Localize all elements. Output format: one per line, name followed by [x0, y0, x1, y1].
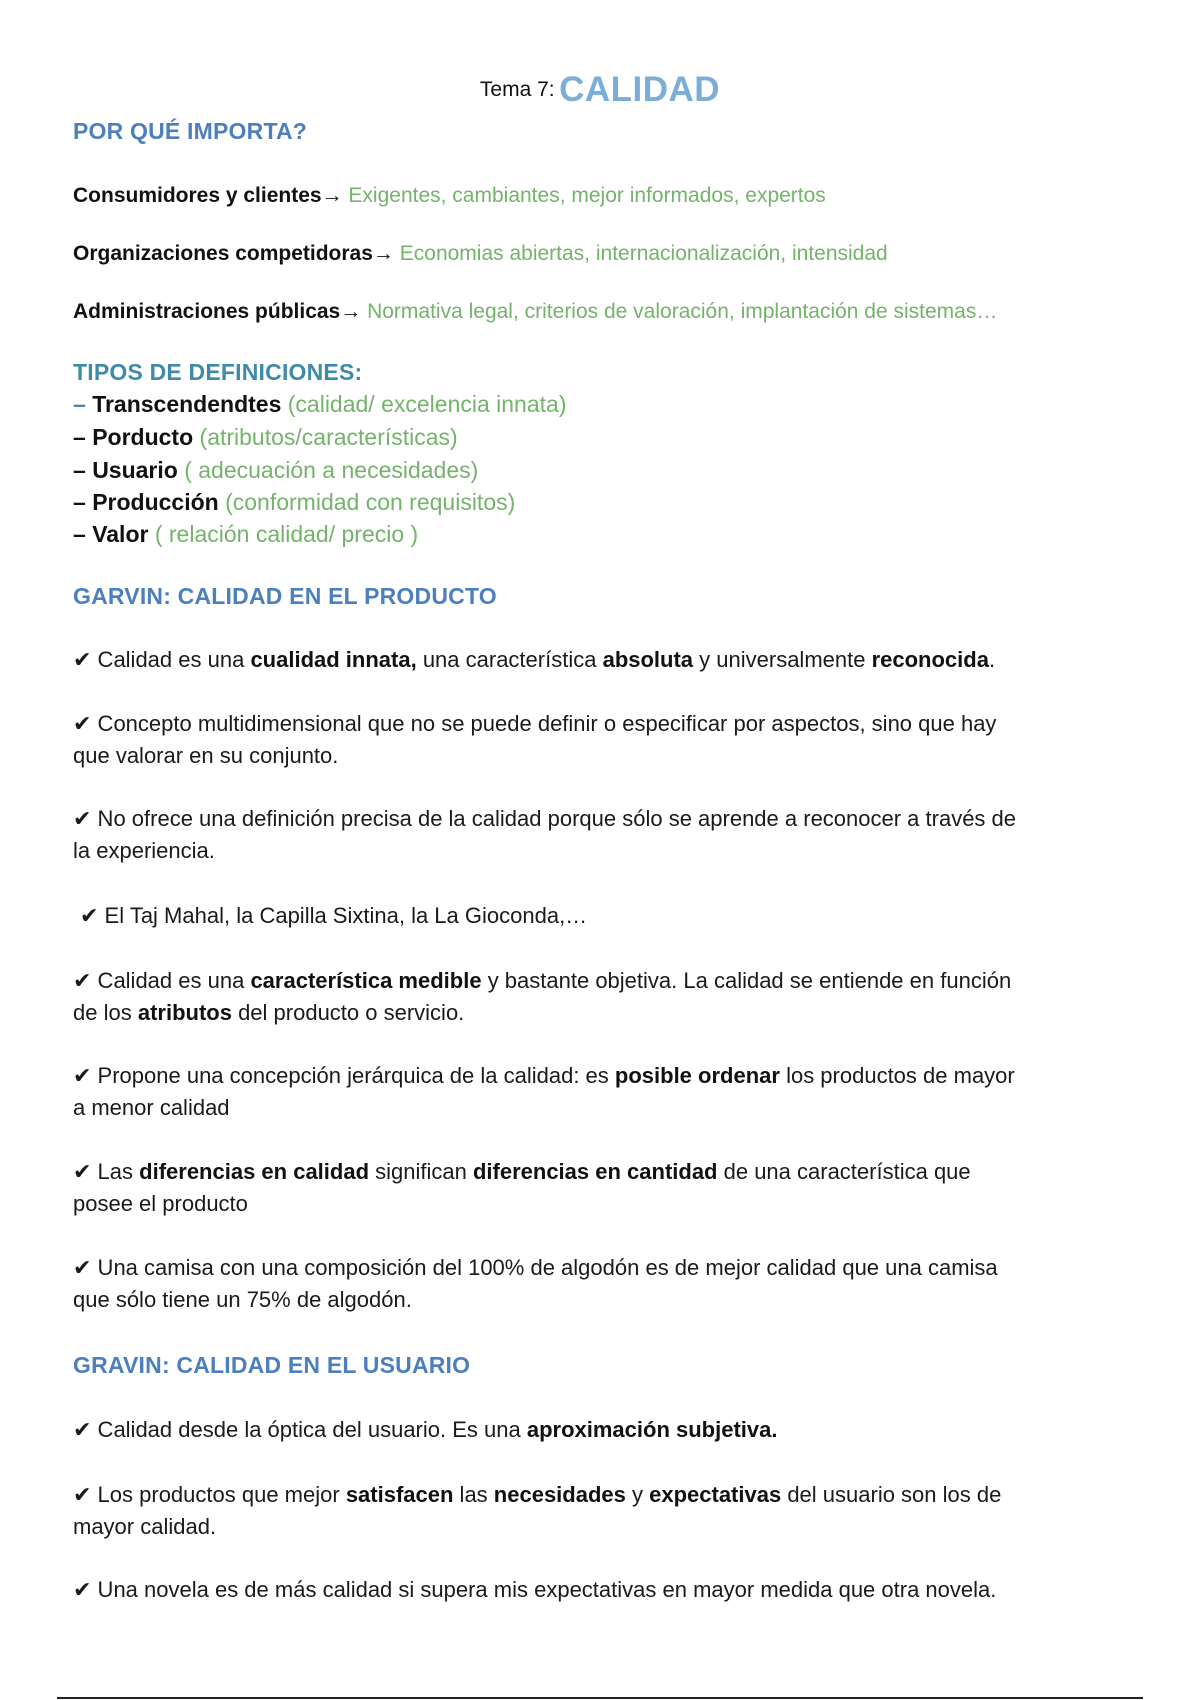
bold-text: atributos — [137, 1000, 232, 1025]
text: que valorar en su conjunto. — [73, 743, 339, 768]
definition-desc: (atributos/características) — [193, 424, 458, 450]
title-main: CALIDAD — [559, 70, 721, 109]
definition-term: Usuario — [92, 457, 178, 483]
reason-text: Economias abiertas, internacionalización, intensidad — [393, 242, 888, 265]
definition-desc: (conformidad con requisitos) — [218, 489, 516, 515]
text: y — [625, 1482, 650, 1507]
bullet-paragraph — [73, 1060, 1133, 1124]
text: Calidad es una — [91, 968, 251, 993]
text: Los productos que mejor — [91, 1482, 346, 1507]
bold-text: diferencias en cantidad — [472, 1159, 718, 1184]
text: a menor calidad — [73, 1095, 230, 1120]
text: Calidad desde la óptica del usuario. Es una — [91, 1417, 527, 1442]
check-icon: ✔ — [73, 1417, 92, 1442]
bold-text: cualidad innata, — [250, 647, 417, 672]
bold-text: absoluta — [602, 647, 694, 672]
dash: – — [73, 521, 93, 547]
bullet-paragraph — [73, 1479, 1133, 1543]
text: Calidad es una — [91, 647, 251, 672]
check-icon: ✔ — [73, 968, 92, 993]
definition-term: Producción — [92, 489, 219, 515]
text: Concepto multidimensional que no se puede definir o especificar por aspectos, sino que hay — [91, 711, 997, 736]
bold-text: posible ordenar — [614, 1063, 780, 1088]
reason-text: Exigentes, cambiantes, mejor informados, expertos — [342, 184, 826, 207]
dash: – — [73, 489, 93, 515]
check-icon: ✔ — [73, 647, 92, 672]
text: . — [988, 647, 996, 672]
reason-label: Administraciones públicas — [73, 300, 341, 323]
text: posee el producto — [73, 1191, 248, 1216]
bullet-paragraph — [73, 708, 1133, 772]
check-icon: ✔ — [73, 1577, 92, 1602]
check-icon: ✔ — [73, 1255, 92, 1280]
text: significan — [369, 1159, 473, 1184]
definition-item — [73, 486, 1133, 518]
check-icon: ✔ — [73, 1159, 92, 1184]
check-icon: ✔ — [80, 903, 99, 928]
text: Una camisa con una composición del 100% de algodón es de mejor calidad que una camisa — [91, 1255, 998, 1280]
definition-term: Valor — [92, 521, 149, 547]
text: mayor calidad. — [73, 1514, 217, 1539]
bold-text: aproximación subjetiva. — [526, 1417, 778, 1442]
text: una característica — [416, 647, 603, 672]
text: las — [453, 1482, 494, 1507]
reason-row — [73, 238, 1133, 270]
bold-text: necesidades — [493, 1482, 626, 1507]
check-icon: ✔ — [73, 1063, 92, 1088]
text: del usuario son los de — [781, 1482, 1002, 1507]
heading-tipos-definiciones: TIPOS DE DEFINICIONES: — [73, 359, 363, 385]
text: de una característica que — [717, 1159, 971, 1184]
definition-item — [73, 454, 1133, 486]
bold-text: expectativas — [649, 1482, 782, 1507]
bold-text: característica medible — [250, 968, 482, 993]
definition-term: Transcendendtes — [92, 391, 282, 417]
dash: – — [73, 457, 93, 483]
definition-term: Porducto — [92, 424, 194, 450]
reason-row — [73, 296, 1133, 328]
text: Propone una concepción jerárquica de la calidad: es — [91, 1063, 615, 1088]
title-prefix: Tema 7: — [479, 78, 555, 101]
dash: – — [73, 391, 93, 417]
right-arrow: → — [372, 242, 394, 265]
text: de los — [73, 1000, 138, 1025]
bold-text: satisfacen — [345, 1482, 454, 1507]
bold-text: diferencias en calidad — [139, 1159, 370, 1184]
bold-text: reconocida — [871, 647, 989, 672]
reason-label: Organizaciones competidoras — [73, 242, 373, 265]
text: Las — [91, 1159, 140, 1184]
footer-rule — [57, 1697, 1143, 1699]
document-title — [0, 70, 1200, 110]
text: que sólo tiene un 75% de algodón. — [73, 1287, 412, 1312]
dash: – — [73, 424, 93, 450]
bullet-paragraph — [73, 1156, 1133, 1220]
definition-desc: ( adecuación a necesidades) — [177, 457, 479, 483]
bullet-paragraph — [73, 803, 1133, 867]
heading-por-que-importa: POR QUÉ IMPORTA? — [73, 118, 308, 144]
definition-item — [73, 421, 1133, 453]
bullet-paragraph — [73, 1414, 1133, 1446]
text: No ofrece una definición precisa de la calidad porque sólo se aprende a reconocer a través de — [91, 806, 1017, 831]
definition-item — [73, 388, 1133, 420]
heading-garvin-producto: GARVIN: CALIDAD EN EL PRODUCTO — [73, 583, 497, 609]
check-icon: ✔ — [73, 1482, 92, 1507]
right-arrow: → — [321, 184, 343, 207]
bullet-paragraph — [80, 900, 1140, 932]
text: y universalmente — [693, 647, 872, 672]
heading-gravin-usuario: GRAVIN: CALIDAD EN EL USUARIO — [73, 1352, 471, 1378]
right-arrow: → — [340, 300, 362, 323]
text: y bastante objetiva. La calidad se entiende en función — [481, 968, 1012, 993]
text: del producto o servicio. — [231, 1000, 465, 1025]
bullet-paragraph — [73, 644, 1133, 676]
text: Una novela es de más calidad si supera mis expectativas en mayor medida que otra novela. — [91, 1577, 997, 1602]
definition-desc: (calidad/ excelencia innata) — [281, 391, 567, 417]
text: los productos de mayor — [779, 1063, 1015, 1088]
text: la experiencia. — [73, 838, 215, 863]
definition-item — [73, 518, 1133, 550]
reason-text: Normativa legal, criterios de valoración, implantación de sistemas… — [361, 300, 998, 323]
text: El Taj Mahal, la Capilla Sixtina, la La Gioconda,… — [98, 903, 588, 928]
bullet-paragraph — [73, 1252, 1133, 1316]
reason-label: Consumidores y clientes — [73, 184, 322, 207]
bullet-paragraph — [73, 965, 1133, 1029]
bullet-paragraph — [73, 1574, 1133, 1606]
check-icon: ✔ — [73, 711, 92, 736]
definition-desc: ( relación calidad/ precio ) — [148, 521, 419, 547]
check-icon: ✔ — [73, 806, 92, 831]
reason-row — [73, 180, 1133, 212]
